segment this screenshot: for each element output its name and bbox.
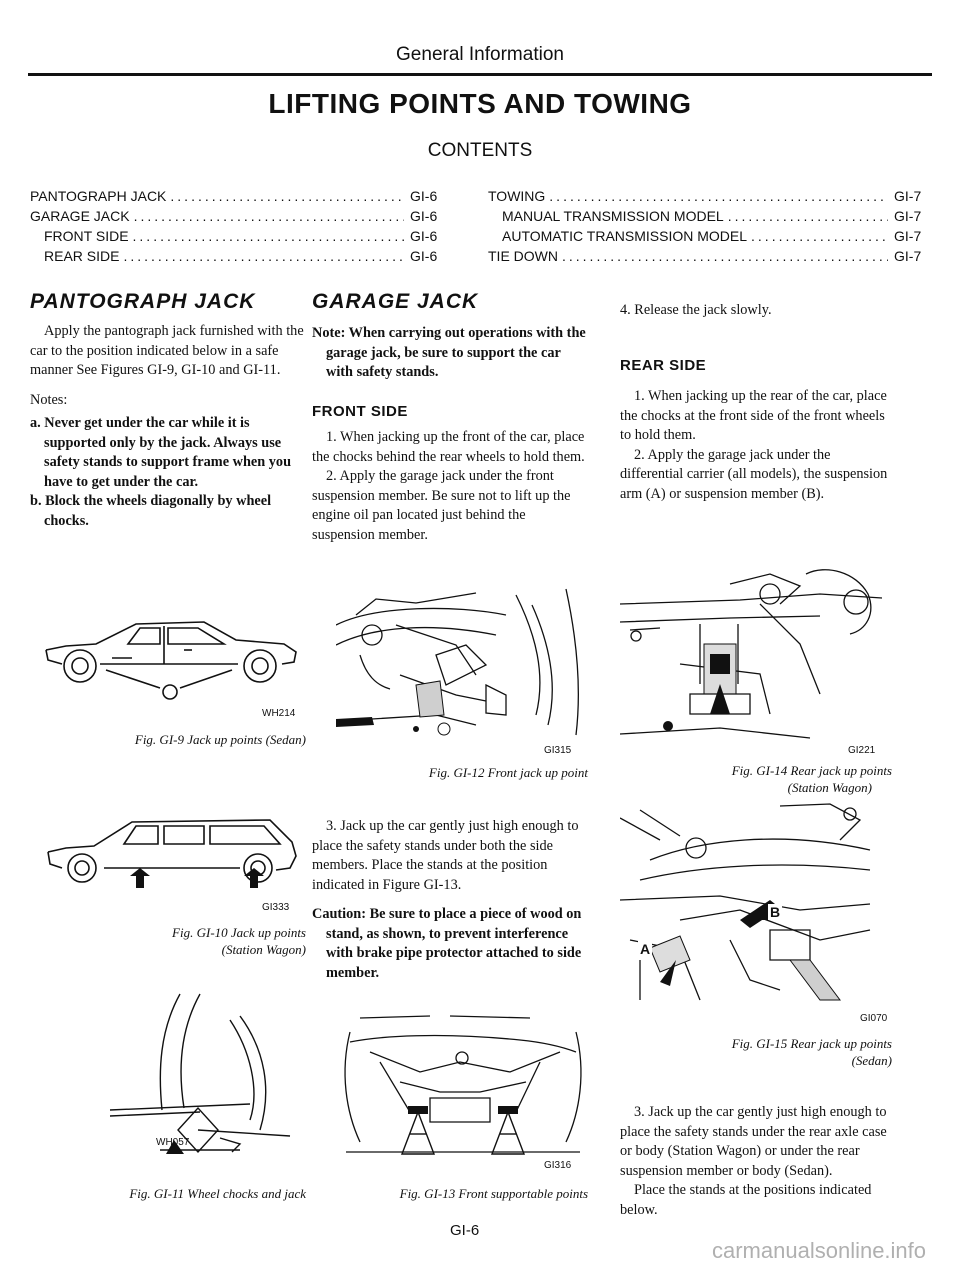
fig11-code: WH057 xyxy=(156,1137,190,1148)
front-jack-up-point-illustration xyxy=(336,585,586,745)
toc-page: GI-6 xyxy=(410,208,438,224)
rear-jack-up-points-wagon-illustration xyxy=(620,564,882,742)
rear-step-2: 2. Apply the garage jack under the differential carrier (all models), the suspension arm (A) or suspension member (B). xyxy=(620,446,888,502)
watermark: carmanualsonline.info xyxy=(712,1238,927,1263)
notes-label: Notes: xyxy=(30,391,68,408)
fig9-caption: Fig. GI-9 Jack up points (Sedan) xyxy=(134,732,306,747)
toc-right xyxy=(488,186,930,266)
heading-garage-jack: GARAGE JACK xyxy=(312,290,479,313)
rear-step-4: 4. Release the jack slowly. xyxy=(620,302,772,318)
toc-page: GI-7 xyxy=(894,248,922,264)
toc-leader xyxy=(170,186,404,206)
toc-page: GI-6 xyxy=(410,248,438,264)
station-wagon-illustration xyxy=(40,812,304,892)
fig13-caption: Fig. GI-13 Front supportable points xyxy=(399,1186,588,1201)
fig14-caption-line2: (Station Wagon) xyxy=(787,780,872,795)
label-a: A xyxy=(640,941,651,957)
rear-step-3-block xyxy=(620,1103,892,1220)
col1-text xyxy=(30,322,306,531)
toc-leader xyxy=(549,186,888,206)
fig15-caption-line2: (Sedan) xyxy=(851,1053,892,1068)
fig10-caption-line2: (Station Wagon) xyxy=(221,942,306,957)
toc-leader xyxy=(562,246,888,266)
toc-label: FRONT SIDE xyxy=(44,228,129,244)
toc-row[interactable] xyxy=(488,246,930,266)
heading-rear-side: REAR SIDE xyxy=(620,357,707,374)
toc-label: TIE DOWN xyxy=(488,248,558,264)
rear-jack-up-points-sedan-illustration xyxy=(620,800,882,1010)
wheel-chocks-jack-illustration xyxy=(100,990,300,1160)
toc-row[interactable] xyxy=(30,246,446,266)
fig12-caption: Fig. GI-12 Front jack up point xyxy=(428,765,588,780)
label-b: B xyxy=(770,904,781,920)
caution-text: Caution: Be sure to place a piece of wood on stand, as shown, to prevent interference with brake pipe protector attached to side member. xyxy=(312,906,582,981)
fig10-caption-line1: Fig. GI-10 Jack up points xyxy=(172,925,306,940)
rear-step-1: 1. When jacking up the rear of the car, place the chocks at the front side of the front wheels to hold them. xyxy=(620,388,887,443)
toc-label: GARAGE JACK xyxy=(30,208,130,224)
fig15-code: GI070 xyxy=(860,1013,888,1024)
fig15-caption-line1: Fig. GI-15 Rear jack up points xyxy=(731,1036,892,1051)
toc-label: TOWING xyxy=(488,188,546,204)
fig13-code: GI316 xyxy=(544,1160,572,1171)
toc-page: GI-6 xyxy=(410,188,438,204)
toc-left xyxy=(30,186,446,266)
toc-label: AUTOMATIC TRANSMISSION MODEL xyxy=(502,228,748,244)
fig12-code: GI315 xyxy=(544,745,572,756)
contents-title: CONTENTS xyxy=(427,140,533,161)
fig14-caption-line1: Fig. GI-14 Rear jack up points xyxy=(731,763,892,778)
toc-leader xyxy=(123,246,404,266)
toc-page: GI-6 xyxy=(410,228,438,244)
toc-label: PANTOGRAPH JACK xyxy=(30,188,167,204)
garage-jack-note xyxy=(312,324,588,383)
toc-row[interactable] xyxy=(488,226,930,246)
front-step-3-block xyxy=(312,817,588,983)
fig11-caption: Fig. GI-11 Wheel chocks and jack xyxy=(129,1186,306,1201)
toc-leader xyxy=(728,206,888,226)
note-a: a. Never get under the car while it is supported only by the jack. Always use safety stands to support frame when you have to get under the car. xyxy=(30,415,292,490)
front-step-1: 1. When jacking up the front of the car, place the chocks behind the rear wheels to hold them. xyxy=(312,429,585,465)
header-rule xyxy=(28,73,932,76)
garage-jack-note-text: Note: When carrying out operations with the garage jack, be sure to support the car with safety stands. xyxy=(312,325,586,380)
front-step-2: 2. Apply the garage jack under the front suspension member. Be sure not to lift up the engine oil pan located just behind the suspension member. xyxy=(312,468,571,543)
rear-step-3b: Place the stands at the positions indicated below. xyxy=(620,1182,872,1218)
toc-page: GI-7 xyxy=(894,228,922,244)
note-b: b. Block the wheels diagonally by wheel chocks. xyxy=(30,493,272,529)
toc-row[interactable] xyxy=(30,186,446,206)
toc-row[interactable] xyxy=(30,206,446,226)
front-supportable-points-illustration xyxy=(340,1012,590,1172)
toc-label: REAR SIDE xyxy=(44,248,120,264)
intro-paragraph: Apply the pantograph jack furnished with the car to the position indicated below in a safe manner See Figures GI-9, GI-10 and GI-11. xyxy=(30,323,304,378)
toc-leader xyxy=(751,226,888,246)
page-number: GI-6 xyxy=(450,1222,480,1239)
toc-row[interactable] xyxy=(30,226,446,246)
toc-leader xyxy=(133,226,404,246)
section-title: General Information xyxy=(396,44,564,65)
fig10-code: GI333 xyxy=(262,902,290,913)
rear-side-steps xyxy=(620,387,892,504)
heading-front-side: FRONT SIDE xyxy=(312,403,408,420)
heading-pantograph-jack: PANTOGRAPH JACK xyxy=(30,290,256,313)
sedan-illustration xyxy=(36,600,304,700)
fig14-code: GI221 xyxy=(848,745,876,756)
toc-row[interactable] xyxy=(488,186,930,206)
fig9-code: WH214 xyxy=(262,708,296,719)
toc-page: GI-7 xyxy=(894,208,922,224)
front-step-3: 3. Jack up the car gently just high enough to place the safety stands under both the side members. Place the stands at the position indicated in Figure GI-13. xyxy=(312,818,579,893)
page-title: LIFTING POINTS AND TOWING xyxy=(268,88,692,119)
front-side-steps xyxy=(312,428,588,545)
toc-page: GI-7 xyxy=(894,188,922,204)
toc-leader xyxy=(134,206,404,226)
toc-label: MANUAL TRANSMISSION MODEL xyxy=(502,208,724,224)
rear-step-3: 3. Jack up the car gently just high enough to place the safety stands under the rear axle case or body (Station Wagon) or under the rear suspension member or body (Sedan). xyxy=(620,1104,887,1179)
toc-row[interactable] xyxy=(488,206,930,226)
